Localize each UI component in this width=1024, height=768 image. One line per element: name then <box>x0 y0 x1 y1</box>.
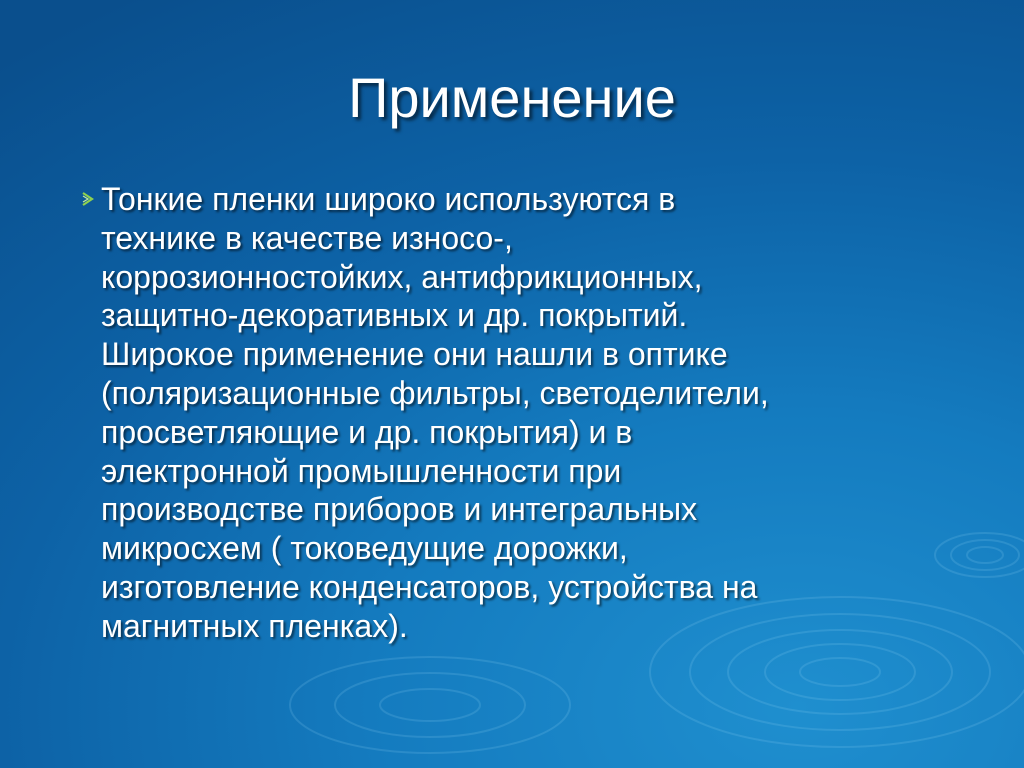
bullet-text-line: магнитных пленках). <box>101 607 408 644</box>
arrow-chevron-icon <box>80 191 96 207</box>
bullet-text-line: изготовление конденсаторов, устройства на <box>101 568 758 605</box>
bullet-text <box>101 180 950 646</box>
bullet-text-line: производстве приборов и интегральных <box>101 491 698 528</box>
bullet-text-line: защитно-декоративных и др. покрытий. <box>101 297 688 334</box>
bullet-text-line: Тонкие пленки широко используются в <box>101 181 676 217</box>
bullet-list-item <box>80 180 950 646</box>
bullet-text-line: просветляющие и др. покрытия) и в <box>101 413 633 450</box>
slide-title: Применение <box>348 66 676 129</box>
bullet-text-line: (поляризационные фильтры, светоделители, <box>101 374 769 411</box>
bullet-text-line: технике в качестве износо-, <box>101 219 513 256</box>
bullet-text-line: Широкое применение они нашли в оптике <box>101 336 728 373</box>
bullet-text-line: коррозионностойких, антифрикционных, <box>101 258 703 295</box>
bullet-text-line: микросхем ( токоведущие дорожки, <box>101 530 628 567</box>
bullet-text-line: электронной промышленности при <box>101 452 622 489</box>
